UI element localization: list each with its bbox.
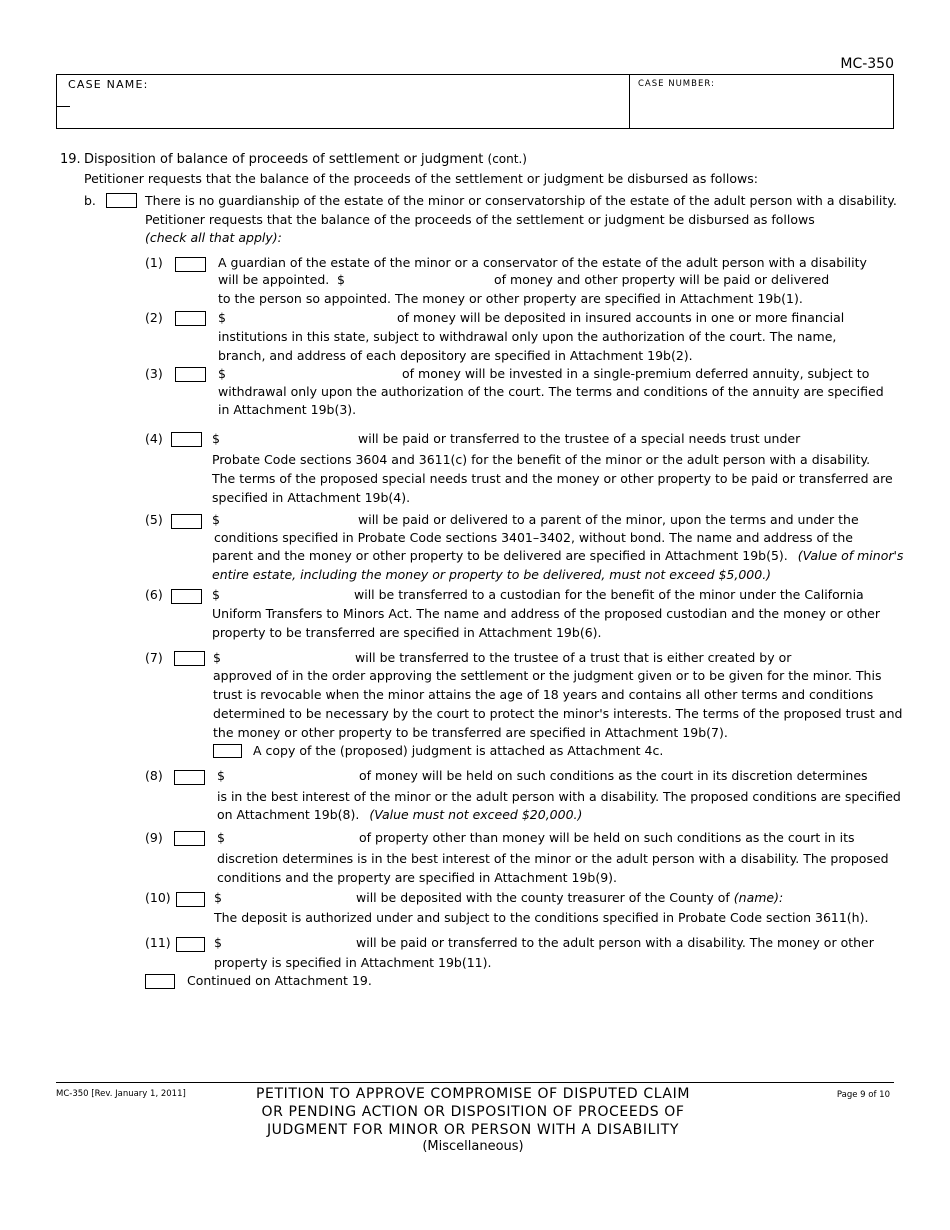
section-title — [84, 152, 527, 167]
item-1-line2a: will be appointed. — [218, 272, 330, 287]
item-1-number: (1) — [145, 255, 163, 270]
continued-checkbox[interactable] — [145, 974, 175, 989]
item-5-checkbox[interactable] — [171, 514, 202, 529]
item-11-dollar: $ — [214, 935, 222, 950]
item-b-label: b. — [84, 193, 96, 208]
continued-text: Continued on Attachment 19. — [187, 973, 372, 988]
item-10-dollar: $ — [214, 890, 222, 905]
case-header — [56, 74, 894, 129]
item-7-sub-text: A copy of the (proposed) judgment is attached as Attachment 4c. — [253, 743, 664, 758]
item-7-line3: trust is revocable when the minor attains the age of 18 years and contains all other terms and conditions — [213, 687, 874, 702]
section-number: 19. — [60, 152, 81, 167]
item-6-amount-field[interactable] — [224, 587, 350, 601]
item-8-amount-field[interactable] — [229, 768, 355, 782]
item-7-checkbox[interactable] — [174, 651, 205, 666]
case-name-field[interactable] — [65, 97, 585, 111]
item-2-checkbox[interactable] — [175, 311, 206, 326]
item-8-number: (8) — [145, 768, 163, 783]
item-9-line3: conditions and the property are specified in Attachment 19b(9). — [217, 870, 618, 885]
item-1-checkbox[interactable] — [175, 257, 206, 272]
footer-title-line4: (Miscellaneous) — [422, 1139, 524, 1154]
item-9-dollar: $ — [217, 830, 225, 845]
case-name-label: CASE NAME: — [68, 78, 149, 91]
item-4-checkbox[interactable] — [171, 432, 202, 447]
item-3-line2: withdrawal only upon the authorization of the court. The terms and conditions of the annuity are specified — [218, 384, 884, 399]
item-3-number: (3) — [145, 366, 163, 381]
item-8-checkbox[interactable] — [174, 770, 205, 785]
case-number-label: CASE NUMBER: — [638, 79, 715, 89]
item-4-dollar: $ — [212, 431, 220, 446]
item-2-line3: branch, and address of each depository are specified in Attachment 19b(2). — [218, 348, 693, 363]
item-4-amount-field[interactable] — [224, 431, 354, 445]
item-9-line1: of property other than money will be held on such conditions as the court in its — [359, 830, 855, 845]
item-6-checkbox[interactable] — [171, 589, 202, 604]
section-intro: Petitioner requests that the balance of the proceeds of the settlement or judgment be disbursed as follows: — [84, 171, 758, 186]
item-8-dollar: $ — [217, 768, 225, 783]
item-10-line1a: will be deposited with the county treasurer of the County of — [356, 890, 730, 905]
item-8-line1: of money will be held on such conditions as the court in its discretion determines — [359, 768, 868, 783]
item-6-dollar: $ — [212, 587, 220, 602]
item-1-line3: to the person so appointed. The money or other property are specified in Attachment 19b(1). — [218, 291, 803, 306]
item-5-dollar: $ — [212, 512, 220, 527]
item-7-line4: determined to be necessary by the court to protect the minor's interests. The terms of the proposed trust and — [213, 706, 903, 721]
item-2-line1: of money will be deposited in insured accounts in one or more financial — [397, 310, 845, 325]
item-10-checkbox[interactable] — [176, 892, 205, 907]
item-6-line3: property to be transferred are specified in Attachment 19b(6). — [212, 625, 602, 640]
item-5-line1: will be paid or delivered to a parent of the minor, upon the terms and under the — [358, 512, 859, 527]
item-6-number: (6) — [145, 587, 163, 602]
item-2-amount-field[interactable] — [230, 310, 390, 324]
form-id: MC-350 — [840, 56, 894, 72]
item-5-line2: conditions specified in Probate Code sections 3401–3402, without bond. The name and address of the — [214, 530, 853, 545]
item-7-line2: approved of in the order approving the settlement or the judgment given or to be given for the minor. This — [213, 668, 882, 683]
item-3-checkbox[interactable] — [175, 367, 206, 382]
item-b-line3: (check all that apply): — [145, 230, 282, 245]
item-4-line4: specified in Attachment 19b(4). — [212, 490, 411, 505]
item-5-amount-field[interactable] — [224, 512, 354, 526]
item-9-number: (9) — [145, 830, 163, 845]
item-10-number: (10) — [145, 890, 171, 905]
item-8-line3a: on Attachment 19b(8). — [217, 807, 360, 822]
item-10-line2: The deposit is authorized under and subject to the conditions specified in Probate Code section 3611(h). — [214, 910, 869, 925]
item-1-line1: A guardian of the estate of the minor or a conservator of the estate of the adult person with a disability — [218, 255, 867, 270]
item-9-checkbox[interactable] — [174, 831, 205, 846]
section-title-text: Disposition of balance of proceeds of settlement or judgment — [84, 152, 484, 167]
footer-rule — [56, 1082, 894, 1083]
item-7-amount-field[interactable] — [225, 650, 351, 664]
item-11-amount-field[interactable] — [226, 935, 352, 949]
item-1-line2b: of money and other property will be paid or delivered — [494, 272, 830, 287]
item-7-sub-checkbox[interactable] — [213, 744, 242, 758]
header-divider — [629, 75, 630, 128]
case-name-marker — [57, 106, 70, 107]
item-3-dollar: $ — [218, 366, 226, 381]
item-2-number: (2) — [145, 310, 163, 325]
footer-title-line1: PETITION TO APPROVE COMPROMISE OF DISPUTED CLAIM — [255, 1086, 691, 1102]
item-b-line1: There is no guardianship of the estate of the minor or conservatorship of the estate of the adult person with a disability. — [145, 193, 897, 208]
item-4-line2: Probate Code sections 3604 and 3611(c) for the benefit of the minor or the adult person with a disability. — [212, 452, 871, 467]
item-4-line3: The terms of the proposed special needs trust and the money or other property to be paid or transferred are — [212, 471, 893, 486]
item-4-line1: will be paid or transferred to the trustee of a special needs trust under — [358, 431, 801, 446]
item-3-line1: of money will be invested in a single-premium deferred annuity, subject to — [402, 366, 870, 381]
item-11-number: (11) — [145, 935, 171, 950]
item-11-line1: will be paid or transferred to the adult person with a disability. The money or other — [356, 935, 874, 950]
item-b-line2: Petitioner requests that the balance of the proceeds of the settlement or judgment be disbursed as follows — [145, 212, 815, 227]
item-5-number: (5) — [145, 512, 163, 527]
item-5-line4: entire estate, including the money or property to be delivered, must not exceed $5,000.) — [212, 567, 772, 582]
item-10-line1 — [356, 890, 783, 905]
item-4-number: (4) — [145, 431, 163, 446]
footer-revision: MC-350 [Rev. January 1, 2011] — [56, 1089, 186, 1099]
footer-page-number: Page 9 of 10 — [836, 1090, 890, 1100]
item-8-line3 — [217, 807, 582, 822]
item-3-line3: in Attachment 19b(3). — [218, 402, 357, 417]
item-6-line2: Uniform Transfers to Minors Act. The name and address of the proposed custodian and the money or other — [212, 606, 880, 621]
item-9-line2: discretion determines is in the best interest of the minor or the adult person with a disability. The proposed — [217, 851, 889, 866]
item-7-number: (7) — [145, 650, 163, 665]
item-10-amount-field[interactable] — [226, 890, 352, 904]
section-title-cont: (cont.) — [487, 152, 527, 166]
item-2-dollar: $ — [218, 310, 226, 325]
item-5-line3a: parent and the money or other property to be delivered are specified in Attachment 19b(5). — [212, 548, 788, 563]
item-5-line3b: (Value of minor's — [797, 548, 904, 563]
item-1-dollar: $ — [337, 272, 345, 287]
item-2-line2: institutions in this state, subject to withdrawal only upon the authorization of the court. The name, — [218, 329, 837, 344]
item-5-line3 — [212, 548, 903, 563]
item-11-line2: property is specified in Attachment 19b(11). — [214, 955, 492, 970]
item-10-line1b: (name): — [733, 890, 784, 905]
item-8-line2: is in the best interest of the minor or the adult person with a disability. The proposed conditions are specified — [217, 789, 901, 804]
item-8-line3b: (Value must not exceed $20,000.) — [369, 807, 583, 822]
case-number-field[interactable] — [638, 95, 878, 109]
footer-title-line2: OR PENDING ACTION OR DISPOSITION OF PROCEEDS OF — [261, 1104, 685, 1120]
footer-title-line3: JUDGMENT FOR MINOR OR PERSON WITH A DISABILITY — [266, 1122, 680, 1138]
item-7-line5: the money or other property to be transferred are specified in Attachment 19b(7). — [213, 725, 728, 740]
item-7-line1: will be transferred to the trustee of a trust that is either created by or — [355, 650, 792, 665]
item-3-amount-field[interactable] — [230, 366, 400, 380]
item-11-checkbox[interactable] — [176, 937, 205, 952]
item-6-line1: will be transferred to a custodian for the benefit of the minor under the California — [354, 587, 864, 602]
item-b-checkbox[interactable] — [106, 193, 137, 208]
item-7-dollar: $ — [213, 650, 221, 665]
item-9-amount-field[interactable] — [229, 830, 355, 844]
item-1-amount-field[interactable] — [348, 272, 488, 286]
